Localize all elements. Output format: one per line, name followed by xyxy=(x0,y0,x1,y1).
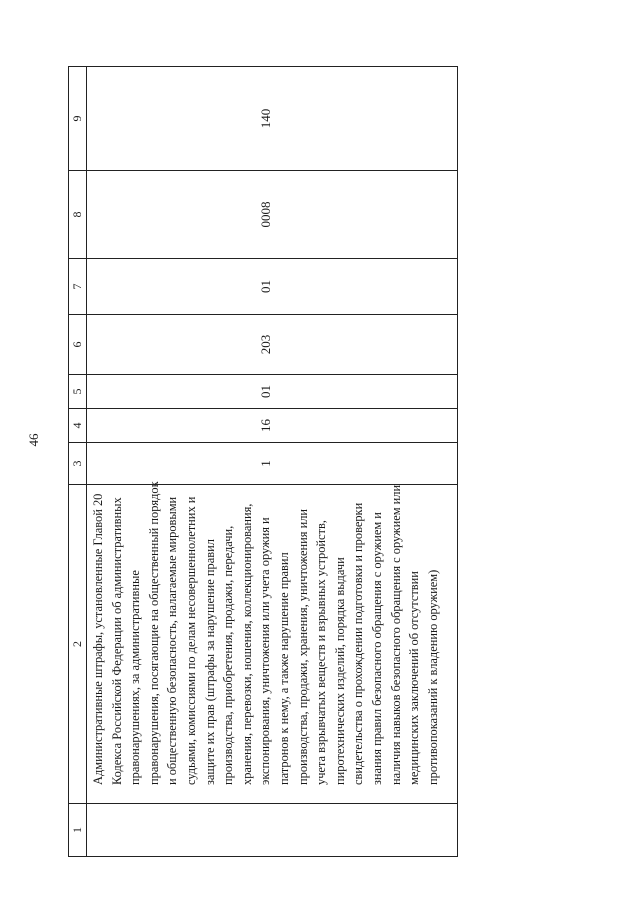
cell-col-9-value: 140 xyxy=(258,108,273,129)
column-header-4: 4 xyxy=(69,409,87,443)
table-row xyxy=(87,67,458,857)
cell-col-6-value: 203 xyxy=(258,334,273,355)
cell-col-1 xyxy=(87,804,458,857)
description-text xyxy=(89,481,442,785)
column-header-9: 9 xyxy=(69,67,87,171)
column-header-6: 6 xyxy=(69,315,87,375)
cell-col-5 xyxy=(87,375,458,409)
cell-col-9 xyxy=(87,67,458,171)
description-line: медицинских заключений об отсутствии xyxy=(407,571,422,785)
table xyxy=(68,66,458,857)
header-row xyxy=(69,67,87,857)
cell-col-3-value: 1 xyxy=(258,460,273,467)
cell-col-7-value: 01 xyxy=(258,280,273,293)
description-line: противопоказаний к владению оружием) xyxy=(425,569,440,785)
cell-description xyxy=(87,481,458,804)
page-number: 46 xyxy=(26,433,41,447)
description-line: и общественную безопасность, налагаемые мировыми xyxy=(165,496,180,785)
description-line: наличия навыков безопасного обращения с оружием или xyxy=(388,484,403,785)
description-line: Административные штрафы, установленные Главой 20 xyxy=(91,493,105,785)
column-header-8: 8 xyxy=(69,171,87,259)
description-line: защите их прав (штрафы за нарушение правил xyxy=(202,539,217,785)
description-line: судьями, комиссиями по делам несовершеннолетних и xyxy=(183,496,198,785)
description-line: правонарушения, посягающие на общественный порядок xyxy=(146,481,161,785)
description-line: знания правил безопасного обращения с оружием и xyxy=(369,512,384,785)
description-line: правонарушениях, за административные xyxy=(128,570,143,785)
description-line: экспонирования, уничтожения или учета оружия и xyxy=(258,517,273,785)
description-line: свидетельства о прохождении подготовки и проверки xyxy=(351,502,366,785)
column-header-7: 7 xyxy=(69,259,87,315)
cell-col-8 xyxy=(87,171,458,259)
description-line: производства, приобретения, продажи, передачи, xyxy=(221,525,236,785)
cell-col-7 xyxy=(87,259,458,315)
cell-col-4-value: 16 xyxy=(258,419,273,432)
description-line: Кодекса Российской Федерации об административных xyxy=(109,497,124,785)
column-header-2: 2 xyxy=(69,485,87,804)
description-line: пиротехнических изделий, порядка выдачи xyxy=(332,557,347,785)
column-header-5: 5 xyxy=(69,375,87,409)
cell-col-6 xyxy=(87,315,458,375)
column-header-1: 1 xyxy=(69,804,87,857)
description-line: учета взрывчатых веществ и взрывных устройств, xyxy=(314,520,329,785)
description-line: производства, продажи, хранения, уничтожения или xyxy=(295,508,310,785)
column-header-3: 3 xyxy=(69,443,87,485)
cell-col-3 xyxy=(87,443,458,485)
cell-col-5-value: 01 xyxy=(258,385,273,398)
budget-classification-table xyxy=(68,67,458,857)
description-line: патронов к нему, а также нарушение правил xyxy=(276,552,291,785)
cell-col-4 xyxy=(87,409,458,443)
description-line: хранения, перевозки, ношения, коллекционирования, xyxy=(239,503,254,785)
cell-col-8-value: 0008 xyxy=(258,201,273,228)
